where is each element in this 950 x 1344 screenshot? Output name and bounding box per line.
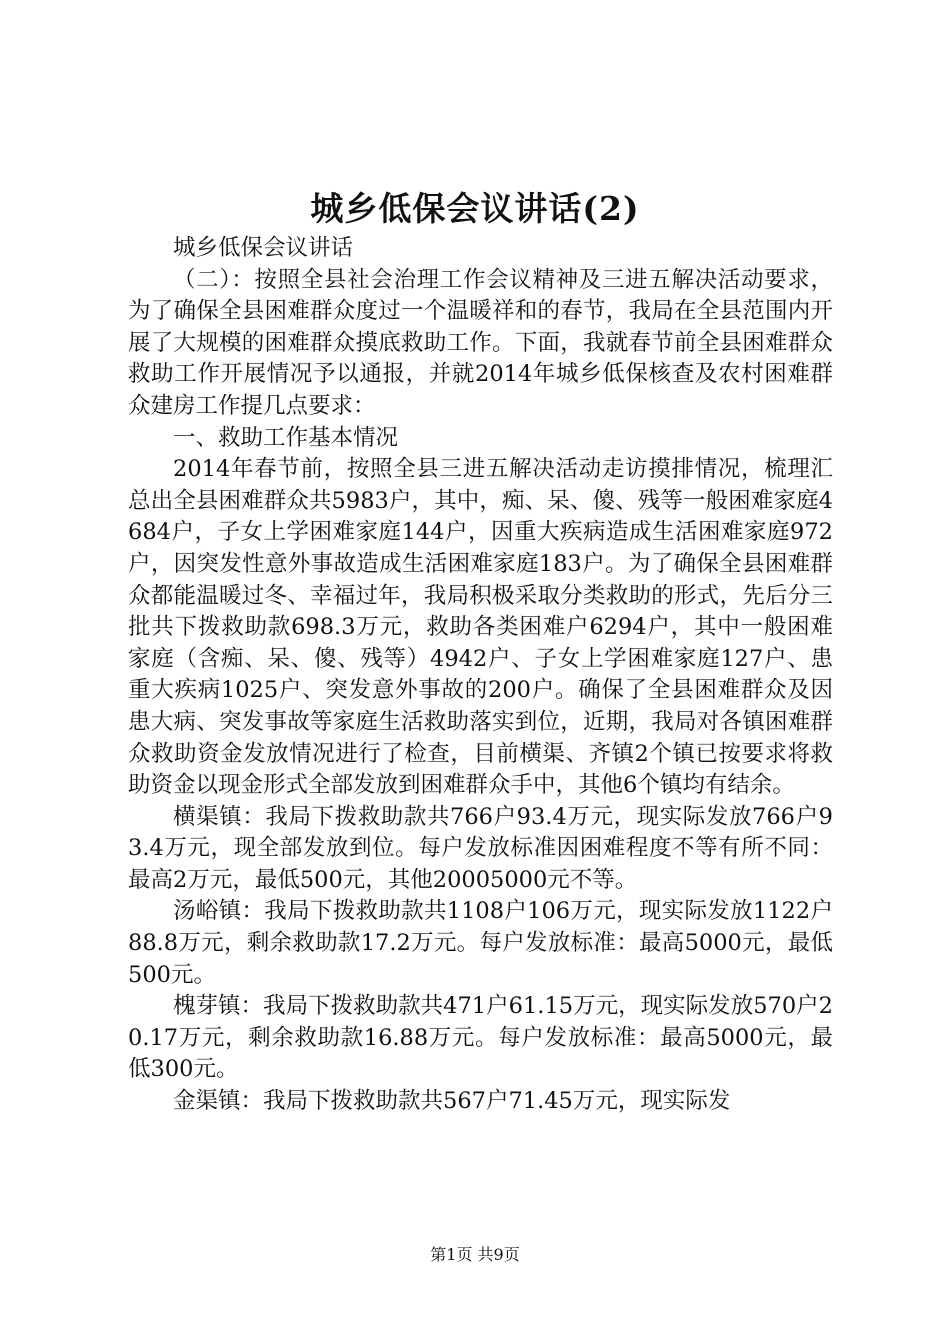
document-body [128,233,833,1118]
paragraph-tangyu: 汤峪镇：我局下拨救助款共1108户106万元，现实际发放1122户88.8万元，剩余救助款17.2万元。每户发放标准：最高5000元，最低500元。 [128,898,833,988]
section-heading: 一、救助工作基本情况 [173,424,399,451]
paragraph-hengqu: 横渠镇：我局下拨救助款共766户93.4万元，现实际发放766户93.4万元，现全部发放到位。每户发放标准因困难程度不等有所不同：最高2万元，最低500元，其他20005000元不等。 [128,803,833,893]
paragraph-intro: （二）：按照全县社会治理工作会议精神及三进五解决活动要求，为了确保全县困难群众度过一个温暖祥和的春节，我局在全县范围内开展了大规模的困难群众摸底救助工作。下面，我就春节前全县困难群众救助工作开展情况予以通报，并就2014年城乡低保核查及农村困难群众建房工作提几点要求： [128,266,833,419]
paragraph-jinqu: 金渠镇：我局下拨救助款共567户71.45万元，现实际发 [173,1088,731,1115]
paragraph-overview: 2014年春节前，按照全县三进五解决活动走访摸排情况，梳理汇总出全县困难群众共5983户，其中，痴、呆、傻、残等一般困难家庭4684户，子女上学困难家庭144户，因重大疾病造成生活困难家庭972户，因突发性意外事故造成生活困难家庭183户。为了确保全县困难群众都能温暖过冬、幸福过年，我局积极采取分类救助的形式，先后分三批共下拨救助款698.3万元，救助各类困难户6294户，其中一般困难家庭（含痴、呆、傻、残等）4942户、子女上学困难家庭127户、患重大疾病1025户、突发意外事故的200户。确保了全县困难群众及因患大病、突发事故等家庭生活救助落实到位，近期，我局对各镇困难群众救助资金发放情况进行了检查，目前横渠、齐镇2个镇已按要求将救助资金以现金形式全部发放到困难群众手中，其他6个镇均有结余。 [128,456,833,799]
page-number-footer: 第1页 共9页 [430,1245,520,1264]
paragraph-huaiya: 槐芽镇：我局下拨救助款共471户61.15万元，现实际发放570户20.17万元，剩余救助款16.88万元。每户发放标准：最高5000元，最低300元。 [128,993,833,1083]
paragraph-heading: 城乡低保会议讲话 [173,235,354,261]
document-title: 城乡低保会议讲话(2) [310,189,640,228]
